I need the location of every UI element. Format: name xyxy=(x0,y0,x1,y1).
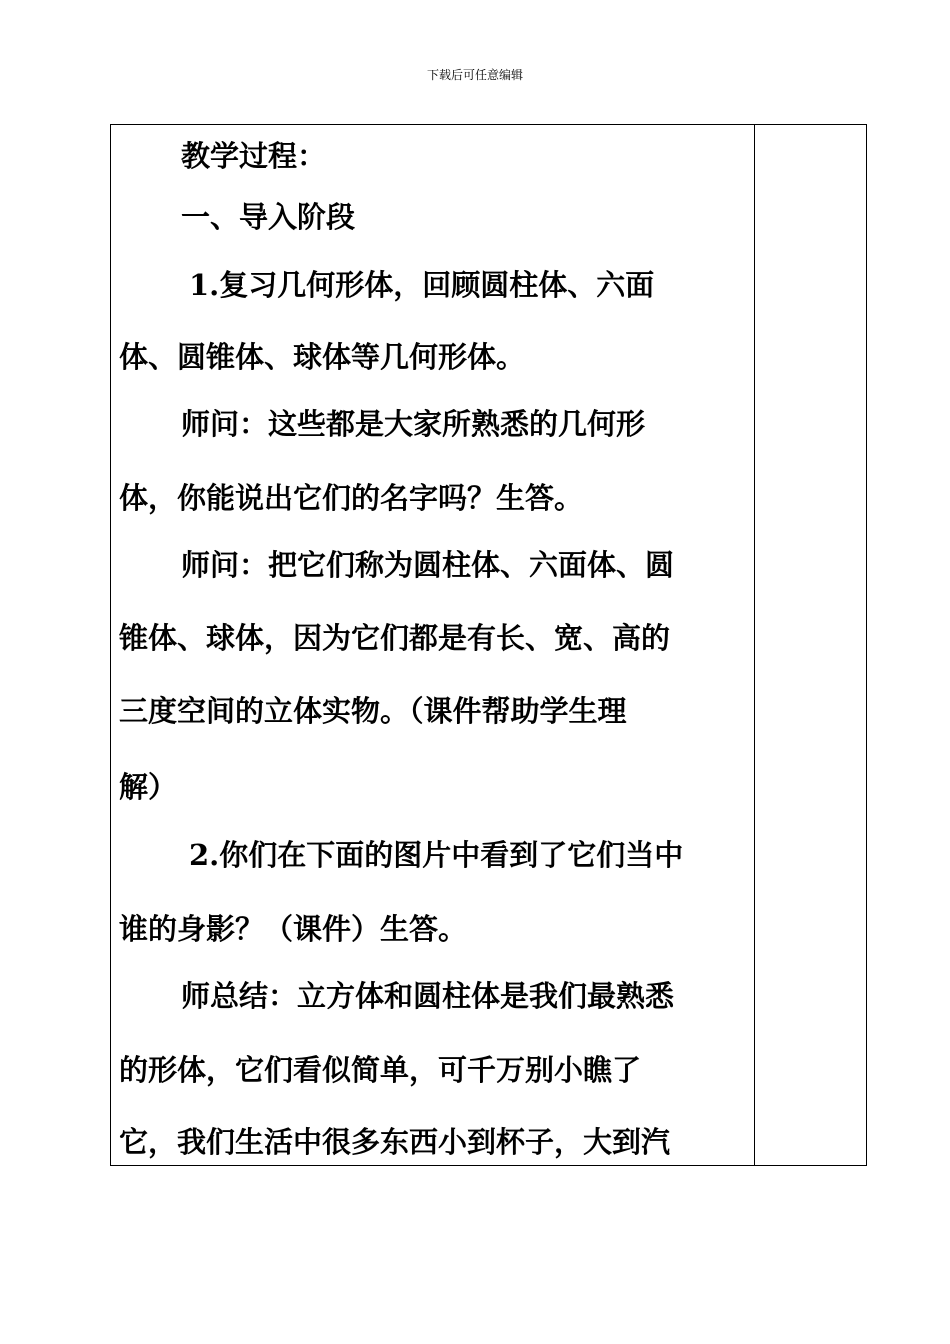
column-divider xyxy=(754,125,755,1165)
page-header: 下载后可任意编辑 xyxy=(426,68,523,82)
content-line: 锥体、球体，因为它们都是有长、宽、高的 xyxy=(119,621,671,655)
content-line: 师问：把它们称为圆柱体、六面体、圆 xyxy=(181,548,675,582)
content-line: 的形体，它们看似简单，可千万别小瞧了 xyxy=(119,1053,642,1087)
content-line: 体、圆锥体、球体等几何形体。 xyxy=(119,340,526,374)
content-line: 1.复习几何形体，回顾圆柱体、六面 xyxy=(189,268,655,302)
content-line: 师问：这些都是大家所熟悉的几何形 xyxy=(181,407,646,441)
content-line: 一、导入阶段 xyxy=(181,200,356,234)
content-line: 师总结：立方体和圆柱体是我们最熟悉 xyxy=(181,979,675,1013)
content-line: 三度空间的立体实物。（课件帮助学生理 xyxy=(119,694,627,728)
content-line: 体，你能说出它们的名字吗？生答。 xyxy=(119,481,584,515)
content-line: 2.你们在下面的图片中看到了它们当中 xyxy=(189,838,684,872)
lesson-content-cell xyxy=(111,125,754,1165)
content-line: 谁的身影？（课件）生答。 xyxy=(119,912,468,946)
lesson-table xyxy=(110,124,867,1166)
content-line: 解） xyxy=(119,770,178,804)
content-line: 教学过程： xyxy=(181,139,327,173)
content-line: 它，我们生活中很多东西小到杯子，大到汽 xyxy=(119,1125,671,1159)
